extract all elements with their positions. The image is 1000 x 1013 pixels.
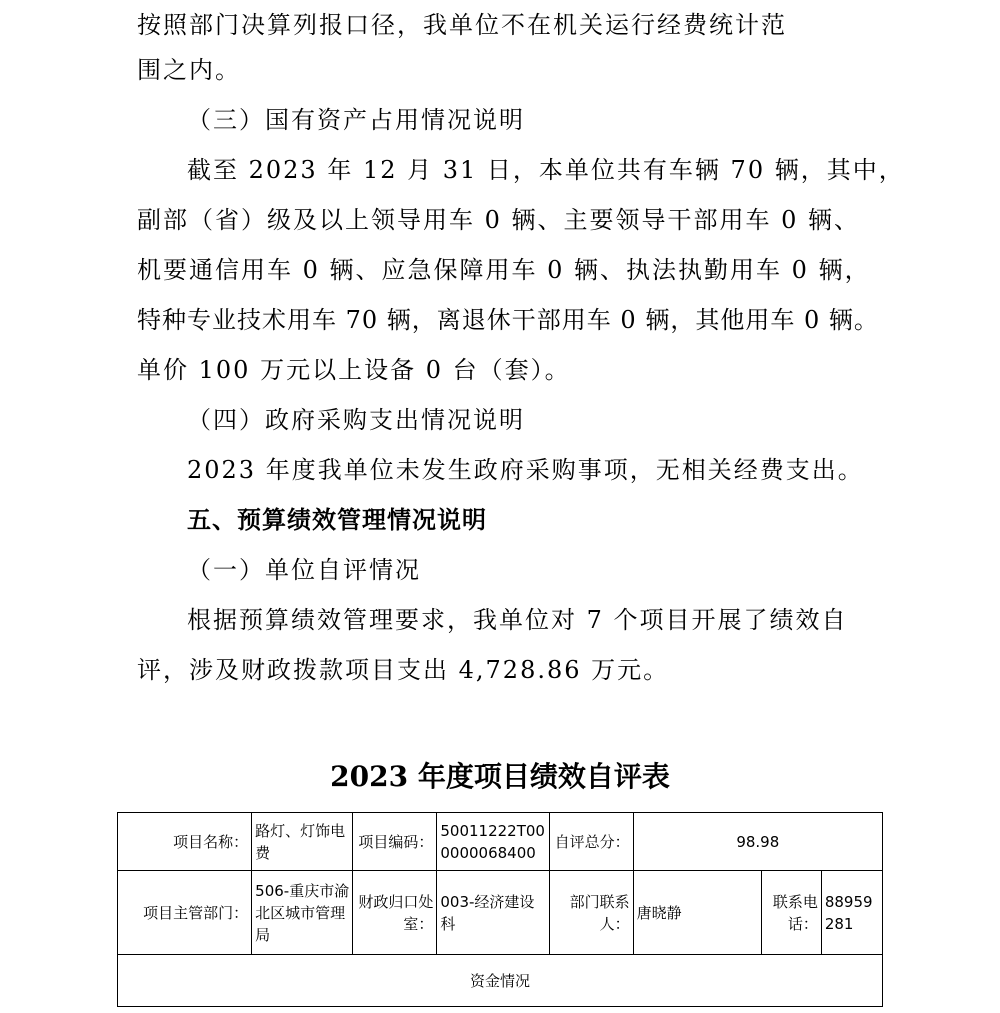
paragraph-line: 评，涉及财政拨款项目支出 4,728.86 万元。 xyxy=(137,656,670,684)
paragraph-line: 根据预算绩效管理要求，我单位对 7 个项目开展了绩效自 xyxy=(187,606,848,634)
performance-table xyxy=(117,812,883,1007)
project-name-value: 路灯、灯饰电费 xyxy=(252,813,353,871)
finance-office-label: 财政归口处室： xyxy=(353,871,437,955)
section-heading: （一）单位自评情况 xyxy=(187,556,421,584)
contact-value: 唐晓静 xyxy=(633,871,761,955)
finance-office-value: 003-经济建设科 xyxy=(437,871,549,955)
paragraph-line: 2023 年度我单位未发生政府采购事项，无相关经费支出。 xyxy=(187,456,864,484)
self-score-label: 自评总分： xyxy=(549,813,633,871)
paragraph-line: 机要通信用车 0 辆、应急保障用车 0 辆、执法执勤用车 0 辆， xyxy=(137,256,871,284)
paragraph-line: 截至 2023 年 12 月 31 日，本单位共有车辆 70 辆，其中， xyxy=(187,156,905,184)
section-heading: （三）国有资产占用情况说明 xyxy=(187,106,525,134)
phone-label: 联系电话： xyxy=(761,871,821,955)
paragraph-line: 按照部门决算列报口径，我单位不在机关运行经费统计范 xyxy=(137,11,787,39)
section-heading: （四）政府采购支出情况说明 xyxy=(187,406,525,434)
table-row xyxy=(118,871,883,955)
project-name-label: 项目名称： xyxy=(118,813,252,871)
table-row xyxy=(118,955,883,1007)
dept-label: 项目主管部门： xyxy=(118,871,252,955)
contact-label: 部门联系人： xyxy=(549,871,633,955)
project-code-label: 项目编码： xyxy=(353,813,437,871)
dept-value: 506-重庆市渝北区城市管理局 xyxy=(252,871,353,955)
chapter-heading: 五、预算绩效管理情况说明 xyxy=(187,506,487,534)
table-row xyxy=(118,813,883,871)
paragraph-line: 单价 100 万元以上设备 0 台（套）。 xyxy=(137,356,571,384)
paragraph-line: 副部（省）级及以上领导用车 0 辆、主要领导干部用车 0 辆、 xyxy=(137,206,861,234)
paragraph-line: 特种专业技术用车 70 辆，离退休干部用车 0 辆，其他用车 0 辆。 xyxy=(137,306,879,334)
funds-header: 资金情况 xyxy=(118,955,883,1007)
self-score-value: 98.98 xyxy=(633,813,882,871)
table-title: 2023 年度项目绩效自评表 xyxy=(330,760,670,793)
paragraph-line: 围之内。 xyxy=(137,56,241,84)
project-code-value: 50011222T000000068400 xyxy=(437,813,549,871)
phone-value: 88959281 xyxy=(821,871,882,955)
